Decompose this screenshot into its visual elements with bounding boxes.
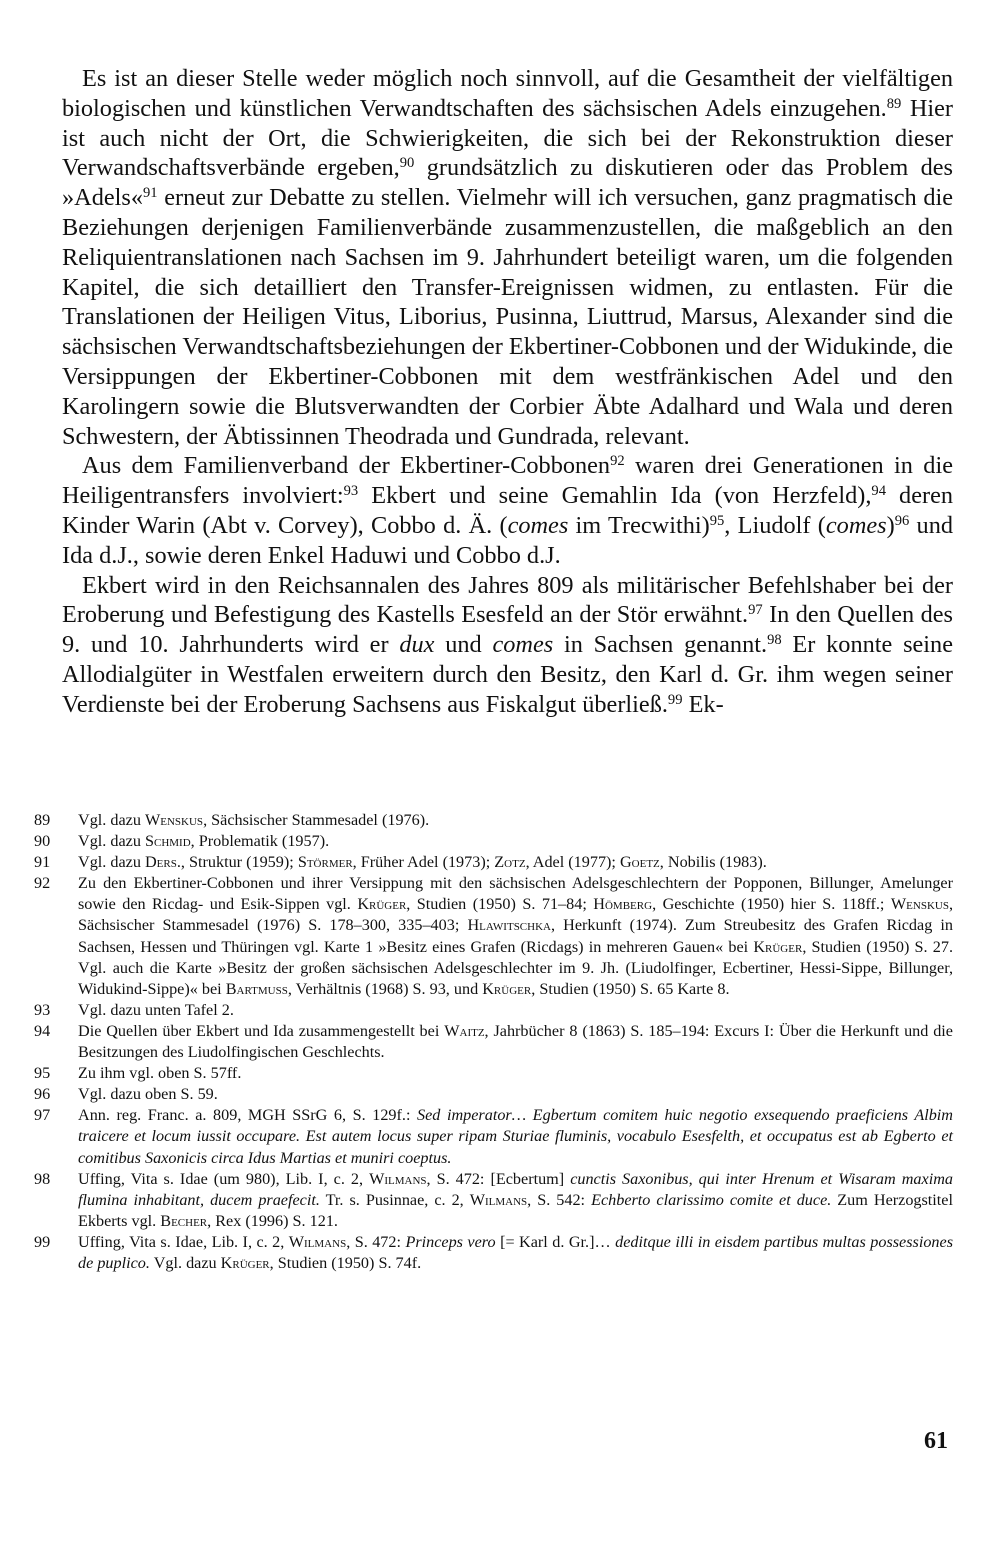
footnotes [34,810,953,1274]
footnote-reference: 89 [886,95,902,112]
text-run: , S. 472: [346,1232,406,1251]
text-run: im Trecwithi) [568,511,710,539]
text-run: [= Karl d. Gr.]… [495,1232,616,1251]
footnote-reference: 92 [610,453,625,470]
text-run: und [434,631,493,659]
footnote [34,1232,953,1274]
author-name: Hlawitschka [467,916,551,935]
footnote-number: 92 [34,874,51,893]
footnote [34,1169,953,1232]
footnote-text [78,831,953,852]
footnote-number: 97 [34,1106,51,1125]
footnote-reference: 95 [709,512,725,529]
footnote-reference: 94 [871,483,886,500]
italic-text: comes [825,511,887,539]
text-run: , Rex (1996) S. 121. [207,1211,338,1230]
author-name: Wenskus [890,895,949,914]
text-run: , Problematik (1957). [190,832,330,851]
footnote-number: 95 [34,1064,51,1083]
text-run: , S. 542: [527,1190,592,1209]
footnote-number: 98 [34,1169,51,1188]
footnote-number: 96 [34,1085,51,1104]
text-run: Vgl. dazu [78,832,145,851]
italic-text: deditque illi in eisdem partibus multas possessiones de puplico. [78,1232,953,1272]
text-run: Hier ist auch nicht der Ort, die Schwierigkeiten, die sich bei der Rekonstruktion dieser Verwandschaftsverbände ergeben, [62,94,953,182]
author-name: Schmid [144,832,191,851]
text-run: Ann. reg. Franc. a. 809, MGH SSrG 6, S. 129f.: [78,1106,418,1125]
text-run: , Studien (1950) S. 74f. [269,1253,422,1272]
author-name: Wilmans [288,1232,347,1251]
footnote-number: 93 [34,1000,51,1019]
footnote-reference: 90 [399,155,415,172]
main-text [62,64,953,720]
text-run: Vgl. dazu unten Tafel 2. [78,1000,234,1019]
text-run: , Verhältnis (1968) S. 93, und [287,979,483,998]
text-run: Tr. s. Pusinnae, c. 2, [319,1190,470,1209]
footnote-number: 91 [34,853,51,872]
text-run: Vgl. dazu [78,811,145,829]
text-run: grundsätzlich zu diskutieren oder das Problem des »Adels« [62,154,953,212]
text-run: Ekbert wird in den Reichsannalen des Jahres 809 als militärischer Befehlshaber bei der Eroberung und Befestigung des Kastells Esesfeld an der Stör erwähnt. [62,571,953,629]
author-name: Zotz [494,853,526,872]
author-name: Störmer [297,853,353,872]
text-run: , Nobilis (1983). [659,853,767,872]
text-run: erneut zur Debatte zu stellen. Vielmehr will ich versuchen, ganz pragmatisch die Beziehungen derjenigen Familienverbände zusammenzustellen, die maßgeblich an den Reliquientranslationen nach Sachsen im 9. Jahrhundert beteiligt waren, um die folgenden Kapitel, die sich detailliert den Transfer-Ereignissen widmen, zu entlasten. Für die Translationen der Heiligen Vitus, Liborius, Pusinna, Liuttrud, Marsus, Alexander sind die sächsischen Verwandtschaftsbeziehungen der Ekbertiner-Cobbonen und der Widukinde, die Versippungen der Ekbertiner-Cobbonen mit dem westfränkischen Adel und den Karolingern sowie die Blutsverwandten der Corbier Äbte Adalhard und Wala und deren Schwestern, der Äbtissinnen Theodrada und Gundrada, relevant. [62,184,953,450]
author-name: Krüger [753,937,803,956]
text-run: , Studien (1950) S. 71–84; [406,895,594,914]
text-run: Zum Herzogstitel Ekberts vgl. [78,1190,953,1230]
footnote [34,1084,953,1105]
footnote-reference: 96 [894,512,910,529]
footnote [34,1063,953,1084]
author-name: Becher [160,1211,208,1230]
text-run: , Herkunft (1974). Zum Streubesitz des Grafen Ricdag in Sachsen, Hessen und Thüringen vgl. Karte 1 »Besitz eines Grafen (Ricdags) in mehreren Gauen« bei [78,916,953,956]
footnote-text [78,873,953,1000]
text-run: Vgl. dazu [78,853,145,872]
footnote-text [78,1169,953,1232]
footnote [34,873,953,1000]
footnote-text [78,810,953,831]
text-run: , S. 472: [Ecbertum] [426,1169,571,1188]
page-number: 61 [924,1428,948,1454]
text-run: in Sachsen genannt. [553,631,768,659]
footnote [34,1105,953,1168]
paragraph [62,64,953,451]
footnote [34,810,953,831]
italic-text: comes [507,511,569,539]
text-run: Zu ihm vgl. oben S. 57ff. [78,1064,242,1083]
footnote-reference: 91 [142,185,158,202]
author-name: Wenskus [144,811,204,829]
text-run: In den Quellen des 9. und 10. Jahrhunderts wird er [62,601,954,659]
text-run: ) [886,511,895,539]
footnote-number: 94 [34,1021,51,1040]
text-run: , Sächsischer Stammesadel (1976) S. 178–300, 335–403; [78,895,954,935]
footnote-text [78,1084,953,1105]
author-name: Hömberg [593,895,653,914]
author-name: Ders. [144,853,181,872]
paragraph [62,451,953,570]
footnote-text [78,1000,953,1021]
footnote-number: 99 [34,1232,51,1251]
text-run: Ek- [682,690,724,718]
author-name: Goetz [619,853,660,872]
italic-text: dux [399,631,435,659]
author-name: Waitz [444,1021,485,1040]
footnote-reference: 93 [343,483,359,500]
footnote-text [78,1105,953,1168]
text-run: , Früher Adel (1973); [352,853,495,872]
text-run: Uffing, Vita s. Idae (um 980), Lib. I, c. 2, [78,1169,370,1188]
text-run: deren Kinder Warin (Abt v. Corvey), Cobbo d. Ä. ( [62,482,954,539]
footnote-reference: 98 [767,632,782,649]
text-run: , Studien (1950) S. 27. Vgl. auch die Karte »Besitz der großen sächsischen Adelsgeschlechter im 9. Jh. (Liudolfinger, Ecbertiner, Hessi-Sippe, Billunger, Widukind-Sippe)« bei [78,937,954,998]
text-run: Vgl. dazu oben S. 59. [78,1085,218,1104]
footnote-text [78,1021,953,1063]
text-run: , Studien (1950) S. 65 Karte 8. [531,979,730,998]
text-run: Ekbert und seine Gemahlin Ida (von Herzfeld), [358,482,872,510]
text-run: , Jahrbücher 8 (1863) S. 185–194: Excurs I: Über die Herkunft und die Besitzungen des Liudolfingischen Geschlechts. [78,1021,953,1062]
footnote [34,831,953,852]
italic-text: Echberto clarissimo comite et duce. [591,1190,832,1209]
footnote-reference: 99 [667,691,683,708]
italic-text: cunctis Saxonibus, qui inter Hrenum et Wisaram maxima flumina inhabitant, ducem praefecit. [78,1169,953,1209]
text-run: , Liudolf ( [724,511,826,539]
text-run: , Sächsischer Stammesadel (1976). [203,811,430,829]
italic-text: Sed imperator… Egbertum comitem huic negotio exsequendo praeficiens Albim traicere et locum iussit occupare. Est autem locus super ripam Sturiae fluminis, vocabulo Esesfelth, et occupatus est ab Egberto et comitibus Saxonicis circa Idus Martias et muniri coeptus. [78,1106,953,1167]
text-run: Er konnte seine Allodialgüter in Westfalen erweitern durch den Besitz, den Karl d. Gr. ihm wegen seiner Verdienste bei der Eroberung Sachsens aus Fiskalgut überließ. [62,631,953,718]
paragraph [62,571,953,720]
footnote-number: 90 [34,832,51,851]
text-run: Vgl. dazu [149,1253,221,1272]
text-run: , Struktur (1959); [180,853,298,872]
italic-text: Princeps vero [405,1232,496,1251]
text-run: Es ist an dieser Stelle weder möglich noch sinnvoll, auf die Gesamtheit der vielfältigen biologischen und künstlichen Verwandtschaften des sächsischen Adels einzugehen. [62,65,953,122]
author-name: Krüger [357,895,407,914]
footnote-reference: 97 [748,602,763,619]
text-run: und Ida d.J., sowie deren Enkel Haduwi und Cobbo d.J. [62,511,953,569]
text-run: Zu den Ekbertiner-Cobbonen und ihrer Versippung mit den sächsischen Adelsgeschlechtern der Popponen, Billunger, Amelunger sowie den Ricdag- und Esik-Sippen vgl. [78,874,953,914]
text-run: Uffing, Vita s. Idae, Lib. I, c. 2, [78,1232,289,1251]
italic-text: comes [492,631,554,659]
footnote [34,852,953,873]
footnote-text [78,852,953,873]
text-run: waren drei Generationen in die Heiligentransfers involviert: [62,452,953,510]
author-name: Bartmuss [225,979,288,998]
author-name: Wilmans [469,1190,528,1209]
text-run: , Geschichte (1950) hier S. 118ff.; [652,895,891,914]
author-name: Krüger [220,1253,270,1272]
footnote-text [78,1063,953,1084]
footnote-text [78,1232,953,1274]
footnote [34,1021,953,1063]
footnote [34,1000,953,1021]
author-name: Wilmans [369,1169,427,1188]
text-run: , Adel (1977); [525,853,620,872]
text-run: Die Quellen über Ekbert und Ida zusammengestellt bei [78,1021,445,1040]
author-name: Krüger [482,979,532,998]
text-run: Aus dem Familienverband der Ekbertiner-Cobbonen [82,452,611,480]
footnote-number: 89 [34,811,51,829]
